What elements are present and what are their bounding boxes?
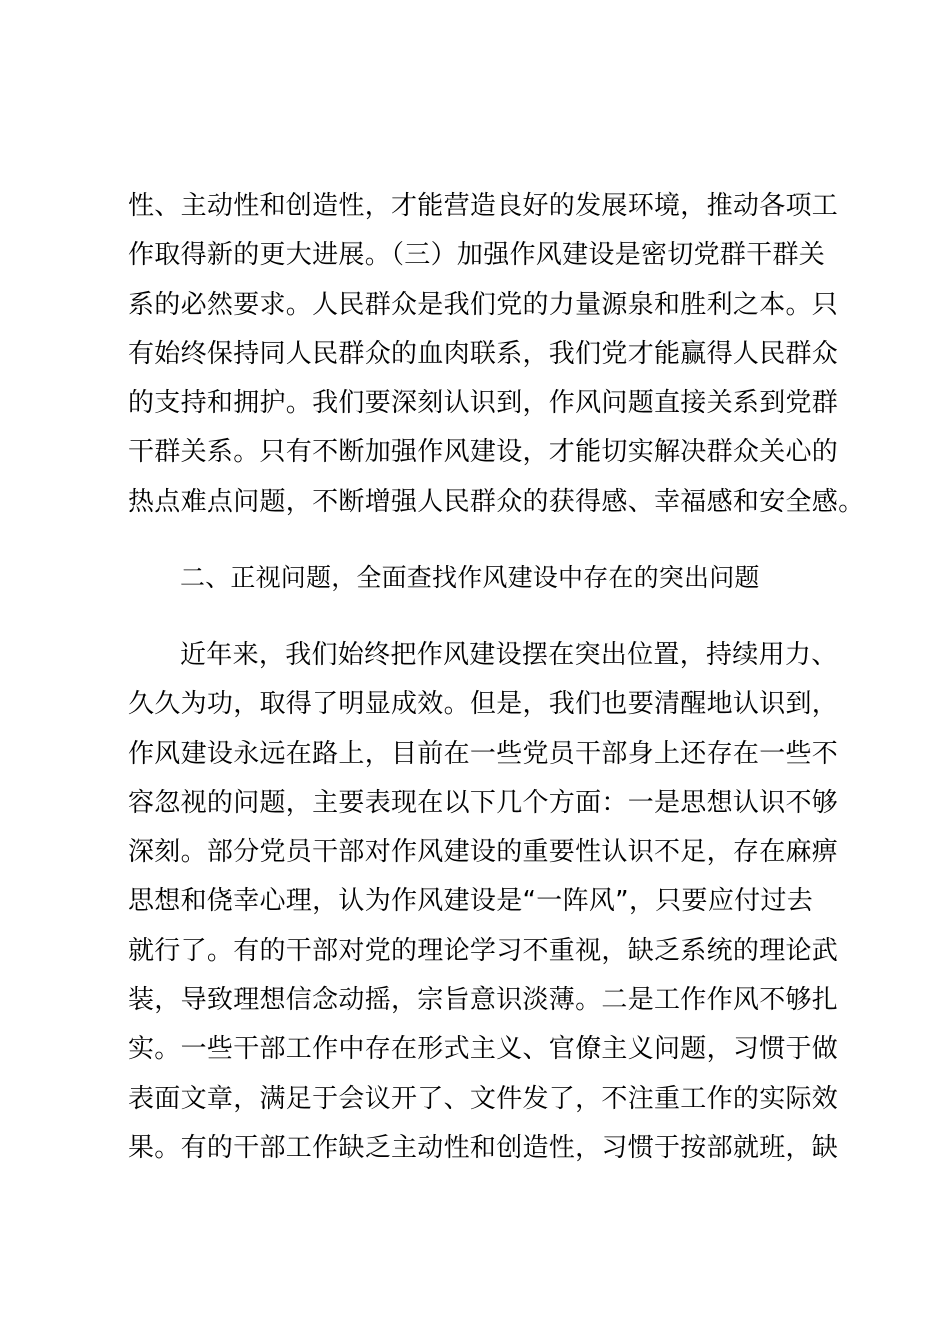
paragraph-line: 容忽视的问题，主要表现在以下几个方面：一是思想认识不够 bbox=[128, 787, 839, 818]
paragraph-line: 近年来，我们始终把作风建设摆在突出位置，持续用力、 bbox=[180, 640, 838, 670]
paragraph-line: 实。一些干部工作中存在形式主义、官僚主义问题，习惯于做 bbox=[128, 1034, 839, 1065]
paragraph-line: 有始终保持同人民群众的血肉联系，我们党才能赢得人民群众 bbox=[128, 338, 839, 369]
paragraph-line: 思想和侥幸心理，认为作风建设是“一阵风”，只要应付过去 bbox=[128, 886, 814, 917]
paragraph-line: 作风建设永远在路上，目前在一些党员干部身上还存在一些不 bbox=[128, 738, 839, 769]
paragraph-line: 性、主动性和创造性，才能营造良好的发展环境，推动各项工 bbox=[128, 191, 839, 221]
paragraph-line: 果。有的干部工作缺乏主动性和创造性，习惯于按部就班，缺 bbox=[128, 1132, 839, 1163]
paragraph-line: 作取得新的更大进展。（三）加强作风建设是密切党群干群关 bbox=[128, 240, 826, 271]
section-heading: 二、正视问题，全面查找作风建设中存在的突出问题 bbox=[180, 563, 760, 592]
paragraph-1 bbox=[128, 182, 865, 527]
paragraph-line: 系的必然要求。人民群众是我们党的力量源泉和胜利之本。只 bbox=[128, 289, 839, 320]
paragraph-line: 热点难点问题，不断增强人民群众的获得感、幸福感和安全感。 bbox=[128, 486, 865, 517]
paragraph-line: 表面文章，满足于会议开了、文件发了，不注重工作的实际效 bbox=[128, 1083, 839, 1114]
paragraph-line: 的支持和拥护。我们要深刻认识到，作风问题直接关系到党群 bbox=[128, 388, 839, 419]
paragraph-line: 干群关系。只有不断加强作风建设，才能切实解决群众关心的 bbox=[128, 437, 839, 468]
paragraph-2 bbox=[128, 631, 848, 1173]
paragraph-line: 久久为功，取得了明显成效。但是，我们也要清醒地认识到， bbox=[128, 689, 839, 720]
paragraph-line: 装，导致理想信念动摇，宗旨意识淡薄。二是工作作风不够扎 bbox=[128, 985, 839, 1016]
paragraph-line: 就行了。有的干部对党的理论学习不重视，缺乏系统的理论武 bbox=[128, 935, 839, 966]
paragraph-line: 深刻。部分党员干部对作风建设的重要性认识不足，存在麻痹 bbox=[128, 837, 839, 868]
